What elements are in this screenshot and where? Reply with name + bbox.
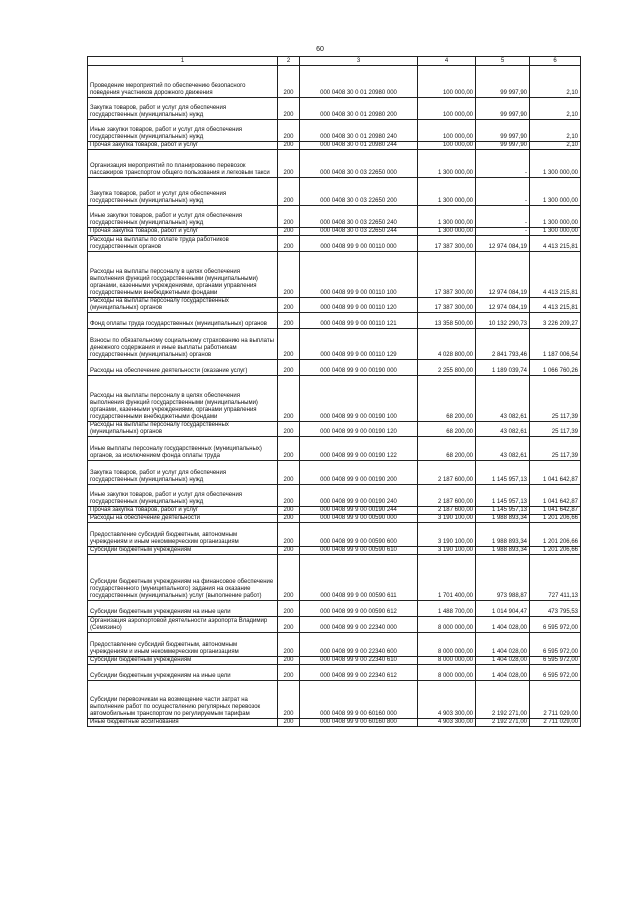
- table-row: [88, 657, 581, 665]
- row-budget-code: 000 0408 30 0 01 20980 200: [300, 98, 418, 120]
- row-unexecuted-amount: 1 201 206,66: [530, 547, 581, 555]
- row-executed-amount: 12 974 084,19: [476, 252, 530, 298]
- row-admin-code: 200: [278, 507, 300, 515]
- row-approved-amount: 2 255 800,00: [418, 360, 476, 376]
- row-name: Расходы на выплаты персоналу государственных (муниципальных) органов: [88, 298, 278, 313]
- row-name: Субсидии бюджетным учреждениям на финансовое обеспечение государственного (муниципального) задания на оказание государственных (муниципальных) услуг (выполнение работ): [88, 555, 278, 601]
- row-approved-amount: 8 000 000,00: [418, 633, 476, 657]
- row-name: Иные закупки товаров, работ и услуг для обеспечения государственных (муниципальных) нужд: [88, 120, 278, 142]
- row-approved-amount: 68 200,00: [418, 422, 476, 437]
- row-name: Закупка товаров, работ и услуг для обеспечения государственных (муниципальных) нужд: [88, 178, 278, 206]
- budget-execution-table: [87, 56, 581, 727]
- table-row: [88, 178, 581, 206]
- table-row: [88, 485, 581, 507]
- row-admin-code: 200: [278, 461, 300, 485]
- row-unexecuted-amount: 25 117,39: [530, 422, 581, 437]
- row-admin-code: 200: [278, 228, 300, 236]
- row-unexecuted-amount: 3 226 209,27: [530, 313, 581, 329]
- row-executed-amount: -: [476, 178, 530, 206]
- row-budget-code: 000 0408 99 9 00 00190 120: [300, 422, 418, 437]
- row-executed-amount: 12 974 084,19: [476, 236, 530, 252]
- row-admin-code: 200: [278, 657, 300, 665]
- table-row: [88, 681, 581, 719]
- row-executed-amount: 1 988 893,34: [476, 547, 530, 555]
- table-row: [88, 298, 581, 313]
- row-budget-code: 000 0408 30 0 03 22650 240: [300, 206, 418, 228]
- row-admin-code: 200: [278, 298, 300, 313]
- row-budget-code: 000 0408 99 9 00 22340 000: [300, 617, 418, 633]
- column-header-2: 2: [278, 57, 300, 66]
- row-executed-amount: 1 145 957,13: [476, 461, 530, 485]
- row-name: Фонд оплаты труда государственных (муниципальных) органов: [88, 313, 278, 329]
- row-approved-amount: 68 200,00: [418, 376, 476, 422]
- table-row: [88, 252, 581, 298]
- table-row: [88, 665, 581, 681]
- row-name: Расходы на выплаты персоналу в целях обеспечения выполнения функций государственными (муниципальными) органами, казенными учреждениями, органами управления государственными внебюджетными фондами: [88, 252, 278, 298]
- table-row: [88, 719, 581, 727]
- row-approved-amount: 8 000 000,00: [418, 665, 476, 681]
- row-name: Субсидии бюджетным учреждениям: [88, 547, 278, 555]
- row-name: Расходы на обеспечение деятельности (оказание услуг): [88, 360, 278, 376]
- row-admin-code: 200: [278, 617, 300, 633]
- row-approved-amount: 17 387 300,00: [418, 236, 476, 252]
- row-budget-code: 000 0408 99 9 00 00110 129: [300, 329, 418, 360]
- row-budget-code: 000 0408 30 0 01 20980 244: [300, 142, 418, 150]
- row-approved-amount: 1 488 700,00: [418, 601, 476, 617]
- row-executed-amount: 1 145 957,13: [476, 507, 530, 515]
- row-name: Прочая закупка товаров, работ и услуг: [88, 507, 278, 515]
- row-name: Организация мероприятий по планированию перевозок пассажиров транспортом общего пользования и легковым такси: [88, 150, 278, 178]
- row-approved-amount: 3 190 100,00: [418, 523, 476, 547]
- row-admin-code: 200: [278, 665, 300, 681]
- row-approved-amount: 100 000,00: [418, 142, 476, 150]
- row-budget-code: 000 0408 99 9 00 00190 200: [300, 461, 418, 485]
- table-row: [88, 150, 581, 178]
- row-executed-amount: 99 997,90: [476, 66, 530, 98]
- row-approved-amount: 2 187 600,00: [418, 507, 476, 515]
- row-budget-code: 000 0408 99 9 00 00110 100: [300, 252, 418, 298]
- row-budget-code: 000 0408 99 9 00 60160 800: [300, 719, 418, 727]
- row-unexecuted-amount: 1 300 000,00: [530, 150, 581, 178]
- row-admin-code: 200: [278, 681, 300, 719]
- row-approved-amount: 4 903 300,00: [418, 681, 476, 719]
- row-executed-amount: 99 997,90: [476, 142, 530, 150]
- row-unexecuted-amount: 1 187 006,54: [530, 329, 581, 360]
- column-header-3: 3: [300, 57, 418, 66]
- table-row: [88, 601, 581, 617]
- row-admin-code: 200: [278, 515, 300, 523]
- row-budget-code: 000 0408 99 9 00 22340 600: [300, 633, 418, 657]
- row-unexecuted-amount: 4 413 215,81: [530, 252, 581, 298]
- column-header-4: 4: [418, 57, 476, 66]
- row-admin-code: 200: [278, 178, 300, 206]
- row-budget-code: 000 0408 99 9 00 00110 121: [300, 313, 418, 329]
- row-unexecuted-amount: 2,10: [530, 120, 581, 142]
- row-name: Закупка товаров, работ и услуг для обеспечения государственных (муниципальных) нужд: [88, 461, 278, 485]
- table-row: [88, 422, 581, 437]
- row-unexecuted-amount: 6 595 972,00: [530, 633, 581, 657]
- row-budget-code: 000 0408 99 9 00 00590 610: [300, 547, 418, 555]
- row-admin-code: 200: [278, 719, 300, 727]
- row-name: Иные бюджетные ассигнования: [88, 719, 278, 727]
- row-approved-amount: 2 187 600,00: [418, 461, 476, 485]
- row-approved-amount: 17 387 300,00: [418, 298, 476, 313]
- row-admin-code: 200: [278, 329, 300, 360]
- table-row: [88, 236, 581, 252]
- row-name: Предоставление субсидий бюджетным, автономным учреждениям и иным некоммерческим организациям: [88, 633, 278, 657]
- row-admin-code: 200: [278, 555, 300, 601]
- row-budget-code: 000 0408 30 0 03 22650 200: [300, 178, 418, 206]
- row-budget-code: 000 0408 99 9 00 22340 612: [300, 665, 418, 681]
- row-executed-amount: 2 192 271,00: [476, 681, 530, 719]
- row-unexecuted-amount: 473 795,53: [530, 601, 581, 617]
- table-row: [88, 98, 581, 120]
- row-approved-amount: 4 903 300,00: [418, 719, 476, 727]
- row-executed-amount: 12 974 084,19: [476, 298, 530, 313]
- table-row: [88, 228, 581, 236]
- row-name: Иные закупки товаров, работ и услуг для обеспечения государственных (муниципальных) нужд: [88, 485, 278, 507]
- row-unexecuted-amount: 4 413 215,81: [530, 236, 581, 252]
- row-executed-amount: 973 988,87: [476, 555, 530, 601]
- row-admin-code: 200: [278, 633, 300, 657]
- row-name: Иные выплаты персоналу государственных (муниципальных) органов, за исключением фонда оплаты труда: [88, 437, 278, 461]
- table-row: [88, 461, 581, 485]
- page-number: 60: [316, 46, 324, 53]
- row-unexecuted-amount: 1 041 642,87: [530, 485, 581, 507]
- row-executed-amount: 1 145 957,13: [476, 485, 530, 507]
- row-unexecuted-amount: 1 201 206,66: [530, 523, 581, 547]
- row-budget-code: 000 0408 99 9 00 00190 000: [300, 360, 418, 376]
- row-unexecuted-amount: 2,10: [530, 66, 581, 98]
- column-header-6: 6: [530, 57, 581, 66]
- row-admin-code: 200: [278, 360, 300, 376]
- row-budget-code: 000 0408 99 9 00 00110 000: [300, 236, 418, 252]
- row-unexecuted-amount: 2 711 029,00: [530, 719, 581, 727]
- row-approved-amount: 17 387 300,00: [418, 252, 476, 298]
- table-row: [88, 523, 581, 547]
- row-admin-code: 200: [278, 313, 300, 329]
- row-name: Расходы на обеспечение деятельности: [88, 515, 278, 523]
- table-row: [88, 120, 581, 142]
- row-name: Прочая закупка товаров, работ и услуг: [88, 228, 278, 236]
- column-header-1: 1: [88, 57, 278, 66]
- row-budget-code: 000 0408 30 0 01 20980 000: [300, 66, 418, 98]
- table-row: [88, 66, 581, 98]
- row-admin-code: 200: [278, 252, 300, 298]
- table-row: [88, 206, 581, 228]
- table-row: [88, 437, 581, 461]
- row-name: Расходы на выплаты по оплате труда работников государственных органов: [88, 236, 278, 252]
- row-budget-code: 000 0408 99 9 00 00590 612: [300, 601, 418, 617]
- row-admin-code: 200: [278, 120, 300, 142]
- table-row: [88, 555, 581, 601]
- row-name: Расходы на выплаты персоналу в целях обеспечения выполнения функций государственными (муниципальными) органами, казенными учреждениями, органами управления государственными внебюджетными фондами: [88, 376, 278, 422]
- row-name: Субсидии бюджетным учреждениям на иные цели: [88, 665, 278, 681]
- row-unexecuted-amount: 2,10: [530, 98, 581, 120]
- row-unexecuted-amount: 1 041 642,87: [530, 461, 581, 485]
- row-budget-code: 000 0408 99 9 00 00590 611: [300, 555, 418, 601]
- row-name: Закупка товаров, работ и услуг для обеспечения государственных (муниципальных) нужд: [88, 98, 278, 120]
- row-name: Проведение мероприятий по обеспечению безопасного поведения участников дорожного движения: [88, 66, 278, 98]
- row-unexecuted-amount: 1 066 760,26: [530, 360, 581, 376]
- row-unexecuted-amount: 1 300 000,00: [530, 178, 581, 206]
- row-name: Прочая закупка товаров, работ и услуг: [88, 142, 278, 150]
- row-executed-amount: 43 082,61: [476, 376, 530, 422]
- row-unexecuted-amount: 727 411,13: [530, 555, 581, 601]
- row-approved-amount: 1 300 000,00: [418, 206, 476, 228]
- row-executed-amount: 2 841 793,46: [476, 329, 530, 360]
- row-name: Организация аэропортовой деятельности аэропорта Владимир (Семязино): [88, 617, 278, 633]
- row-unexecuted-amount: 6 595 972,00: [530, 665, 581, 681]
- table-row: [88, 329, 581, 360]
- row-admin-code: 200: [278, 376, 300, 422]
- row-executed-amount: 43 082,61: [476, 437, 530, 461]
- row-unexecuted-amount: 25 117,39: [530, 376, 581, 422]
- row-approved-amount: 8 000 000,00: [418, 617, 476, 633]
- row-approved-amount: 4 028 800,00: [418, 329, 476, 360]
- row-budget-code: 000 0408 30 0 03 22650 000: [300, 150, 418, 178]
- row-budget-code: 000 0408 99 9 00 00190 244: [300, 507, 418, 515]
- row-approved-amount: 13 358 500,00: [418, 313, 476, 329]
- row-name: Взносы по обязательному социальному страхованию на выплаты денежного содержания и иные выплаты работникам государственных (муниципальных) органов: [88, 329, 278, 360]
- row-unexecuted-amount: 6 595 972,00: [530, 617, 581, 633]
- row-executed-amount: 1 988 893,34: [476, 523, 530, 547]
- row-admin-code: 200: [278, 236, 300, 252]
- row-executed-amount: 1 189 039,74: [476, 360, 530, 376]
- row-approved-amount: 100 000,00: [418, 120, 476, 142]
- column-header-5: 5: [476, 57, 530, 66]
- row-executed-amount: 1 988 893,34: [476, 515, 530, 523]
- row-executed-amount: -: [476, 228, 530, 236]
- row-executed-amount: 99 997,90: [476, 120, 530, 142]
- row-executed-amount: 1 404 028,00: [476, 633, 530, 657]
- row-approved-amount: 3 190 100,00: [418, 515, 476, 523]
- row-admin-code: 200: [278, 601, 300, 617]
- table-row: [88, 507, 581, 515]
- table-row: [88, 142, 581, 150]
- row-admin-code: 200: [278, 523, 300, 547]
- row-executed-amount: 2 192 271,00: [476, 719, 530, 727]
- row-budget-code: 000 0408 30 0 03 22650 244: [300, 228, 418, 236]
- row-budget-code: 000 0408 99 9 00 00590 600: [300, 523, 418, 547]
- row-unexecuted-amount: 1 201 206,66: [530, 515, 581, 523]
- row-unexecuted-amount: 1 300 000,00: [530, 206, 581, 228]
- row-approved-amount: 100 000,00: [418, 66, 476, 98]
- row-unexecuted-amount: 25 117,39: [530, 437, 581, 461]
- row-executed-amount: 1 404 028,00: [476, 657, 530, 665]
- row-budget-code: 000 0408 99 9 00 00190 122: [300, 437, 418, 461]
- row-admin-code: 200: [278, 98, 300, 120]
- row-unexecuted-amount: 2 711 029,00: [530, 681, 581, 719]
- table-row: [88, 617, 581, 633]
- row-admin-code: 200: [278, 485, 300, 507]
- row-approved-amount: 8 000 000,00: [418, 657, 476, 665]
- row-admin-code: 200: [278, 150, 300, 178]
- row-approved-amount: 3 190 100,00: [418, 547, 476, 555]
- row-admin-code: 200: [278, 437, 300, 461]
- row-name: Предоставление субсидий бюджетным, автономным учреждениям и иным некоммерческим организациям: [88, 523, 278, 547]
- row-name: Расходы на выплаты персоналу государственных (муниципальных) органов: [88, 422, 278, 437]
- table-row: [88, 547, 581, 555]
- row-name: Субсидии бюджетным учреждениям на иные цели: [88, 601, 278, 617]
- row-name: Субсидии перевозчикам на возмещение части затрат на выполнение работ по осуществлению регулярных перевозок автомобильным транспортом по регулируемым тарифам: [88, 681, 278, 719]
- row-approved-amount: 100 000,00: [418, 98, 476, 120]
- row-approved-amount: 1 701 400,00: [418, 555, 476, 601]
- row-name: Субсидии бюджетным учреждениям: [88, 657, 278, 665]
- row-executed-amount: 1 404 028,00: [476, 665, 530, 681]
- table-row: [88, 633, 581, 657]
- row-name: Иные закупки товаров, работ и услуг для обеспечения государственных (муниципальных) нужд: [88, 206, 278, 228]
- table-row: [88, 515, 581, 523]
- row-unexecuted-amount: 1 041 642,87: [530, 507, 581, 515]
- table-header-row: [88, 57, 581, 66]
- row-admin-code: 200: [278, 422, 300, 437]
- row-admin-code: 200: [278, 547, 300, 555]
- row-budget-code: 000 0408 99 9 00 00110 120: [300, 298, 418, 313]
- row-executed-amount: 99 997,90: [476, 98, 530, 120]
- table-row: [88, 376, 581, 422]
- row-executed-amount: -: [476, 150, 530, 178]
- row-budget-code: 000 0408 99 9 00 00190 240: [300, 485, 418, 507]
- row-approved-amount: 1 300 000,00: [418, 178, 476, 206]
- row-approved-amount: 1 300 000,00: [418, 228, 476, 236]
- row-unexecuted-amount: 2,10: [530, 142, 581, 150]
- row-approved-amount: 68 200,00: [418, 437, 476, 461]
- row-unexecuted-amount: 6 595 972,00: [530, 657, 581, 665]
- row-admin-code: 200: [278, 206, 300, 228]
- row-approved-amount: 1 300 000,00: [418, 150, 476, 178]
- row-unexecuted-amount: 1 300 000,00: [530, 228, 581, 236]
- row-executed-amount: -: [476, 206, 530, 228]
- row-executed-amount: 10 132 290,73: [476, 313, 530, 329]
- row-executed-amount: 1 014 904,47: [476, 601, 530, 617]
- row-admin-code: 200: [278, 66, 300, 98]
- row-executed-amount: 1 404 028,00: [476, 617, 530, 633]
- row-admin-code: 200: [278, 142, 300, 150]
- row-budget-code: 000 0408 30 0 01 20980 240: [300, 120, 418, 142]
- row-executed-amount: 43 082,61: [476, 422, 530, 437]
- row-budget-code: 000 0408 99 9 00 22340 610: [300, 657, 418, 665]
- row-approved-amount: 2 187 600,00: [418, 485, 476, 507]
- row-budget-code: 000 0408 99 9 00 00190 100: [300, 376, 418, 422]
- row-budget-code: 000 0408 99 9 00 60160 000: [300, 681, 418, 719]
- row-budget-code: 000 0408 99 9 00 00590 000: [300, 515, 418, 523]
- table-row: [88, 313, 581, 329]
- table-row: [88, 360, 581, 376]
- row-unexecuted-amount: 4 413 215,81: [530, 298, 581, 313]
